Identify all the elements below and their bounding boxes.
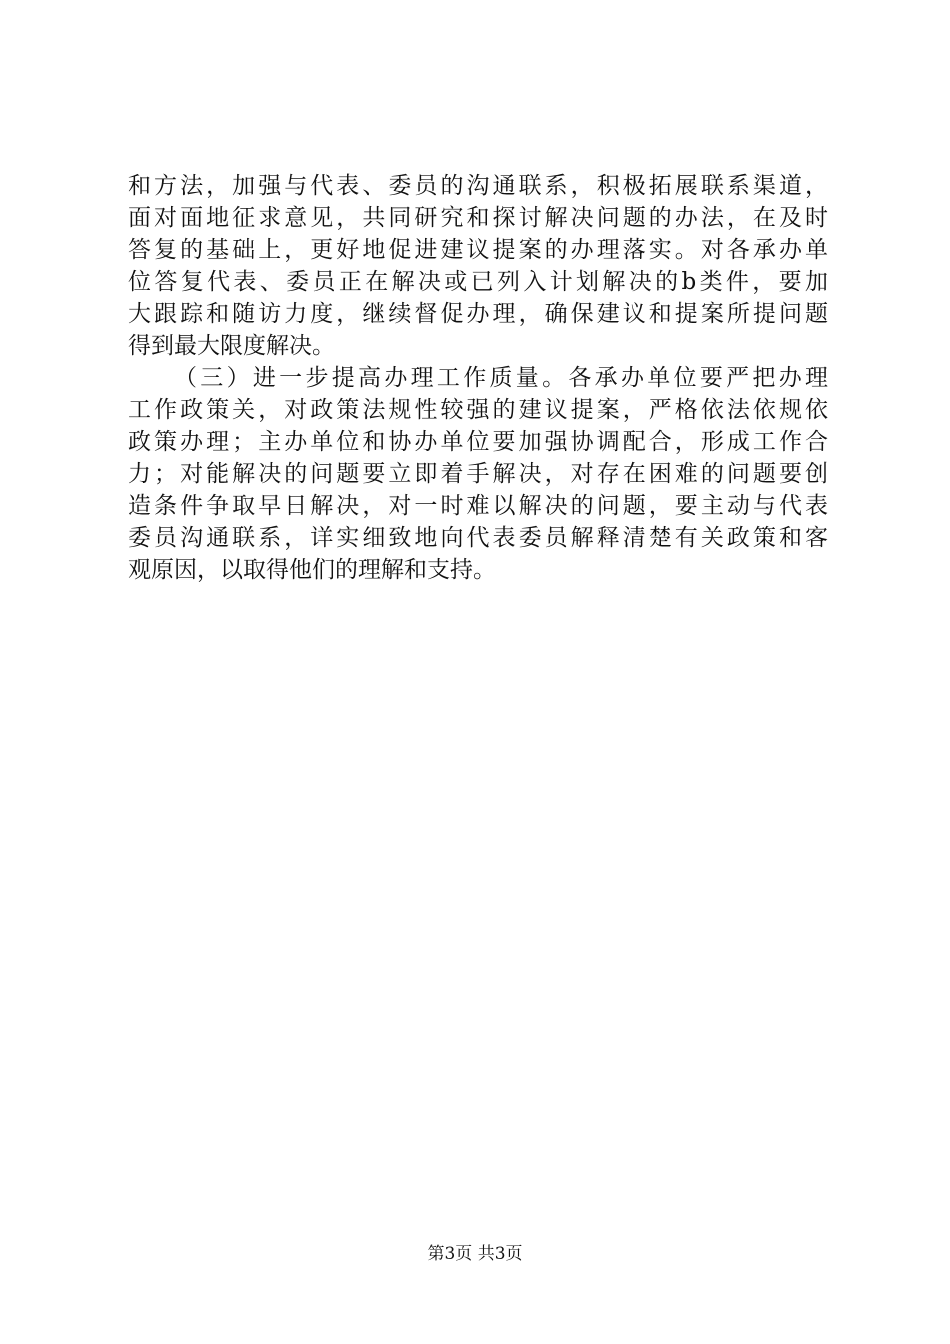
text-line: 大跟踪和随访力度，继续督促办理，确保建议和提案所提问题 [128,301,828,327]
text-line: 委员沟通联系，详实细致地向代表委员解释清楚有关政策和客 [128,525,828,551]
text-line: 造条件争取早日解决，对一时难以解决的问题，要主动与代表 [128,493,828,519]
page-number-footer: 第3页 共3页 [427,1244,523,1264]
text-line: 政策办理；主办单位和协办单位要加强协调配合，形成工作合 [128,429,828,455]
text-line: 工作政策关，对政策法规性较强的建议提案，严格依法依规依 [128,397,828,423]
document-body [128,170,828,586]
text-line: 位答复代表、委员正在解决或已列入计划解决的b类件，要加 [128,269,828,295]
text-line: （三）进一步提高办理工作质量。各承办单位要严把办理 [174,365,828,391]
text-line: 得到最大限度解决。 [128,333,335,359]
paragraph-1 [128,170,828,362]
text-line: 观原因，以取得他们的理解和支持。 [128,557,496,583]
text-line: 面对面地征求意见，共同研究和探讨解决问题的办法，在及时 [128,205,828,231]
text-line: 力；对能解决的问题要立即着手解决，对存在困难的问题要创 [128,461,828,487]
text-line: 答复的基础上，更好地促进建议提案的办理落实。对各承办单 [128,237,828,263]
text-line: 和方法，加强与代表、委员的沟通联系，积极拓展联系渠道， [128,173,828,199]
paragraph-2 [128,362,828,586]
